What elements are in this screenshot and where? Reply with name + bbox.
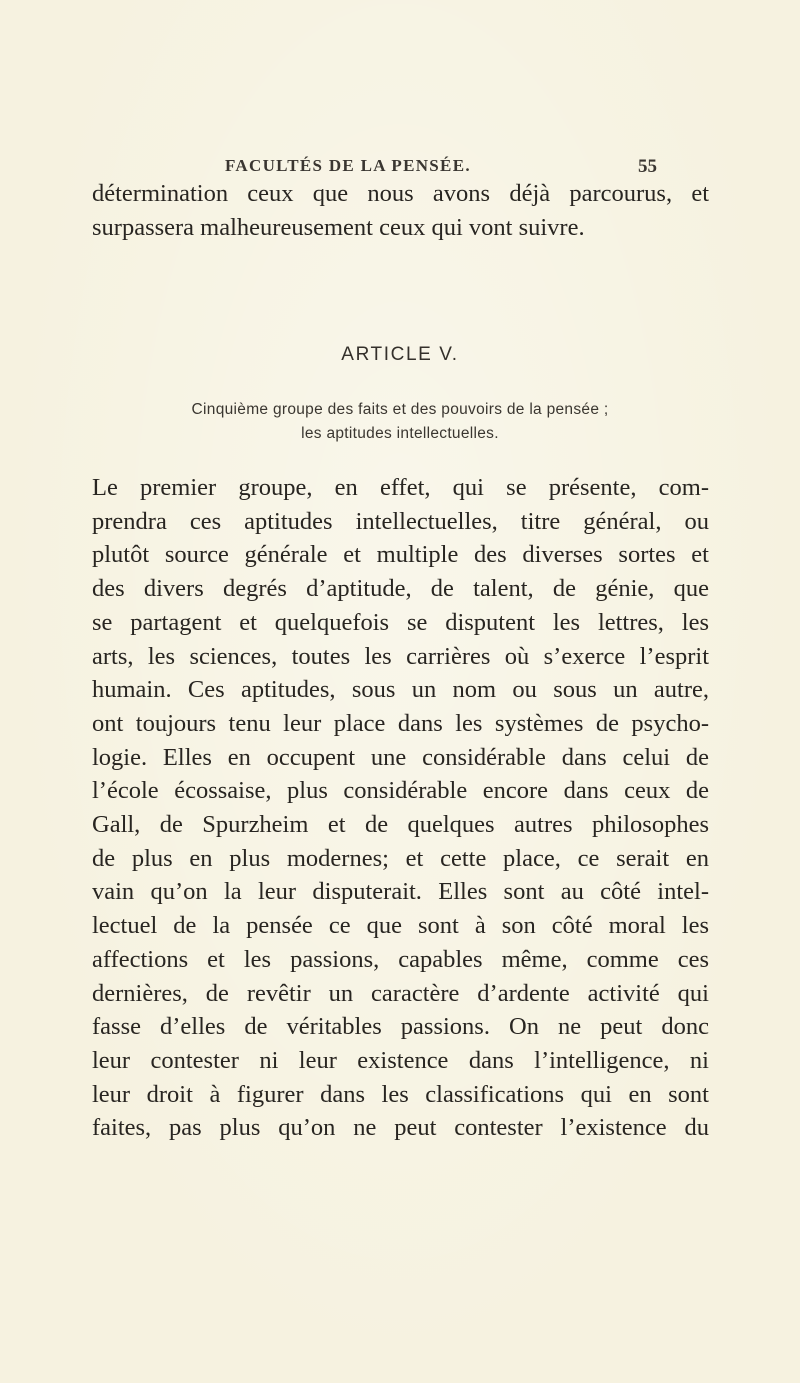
article-heading: ARTICLE V. <box>341 344 459 365</box>
text-line: prendra ces aptitudes intellectuelles, titre général, ou <box>92 507 709 535</box>
article-subtitle-line: Cinquième groupe des faits et des pouvoirs de la pensée ; <box>191 401 609 418</box>
text-line: fasse d’elles de véritables passions. On ne peut donc <box>92 1013 709 1041</box>
text-line: humain. Ces aptitudes, sous un nom ou sous un autre, <box>92 676 709 704</box>
text-line: lectuel de la pensée ce que sont à son côté moral les <box>92 912 709 940</box>
running-title: FACULTÉS DE LA PENSÉE. <box>225 156 471 175</box>
text-line: ont toujours tenu leur place dans les systèmes de psycho- <box>92 709 709 737</box>
text-line: arts, les sciences, toutes les carrières où s’exerce l’esprit <box>92 642 709 670</box>
text-line: détermination ceux que nous avons déjà parcourus, et <box>92 180 709 207</box>
text-line: Le premier groupe, en effet, qui se présente, com- <box>92 474 709 501</box>
page-number: 55 <box>638 156 657 177</box>
text-line: leur contester ni leur existence dans l’intelligence, ni <box>92 1046 709 1074</box>
text-line: affections et les passions, capables même, comme ces <box>92 945 709 973</box>
text-line: se partagent et quelquefois se disputent les lettres, les <box>92 608 709 636</box>
article-subtitle-line: les aptitudes intellectuelles. <box>301 425 499 442</box>
body-paragraph <box>92 471 709 1145</box>
text-line: leur droit à figurer dans les classifications qui en sont <box>92 1080 709 1108</box>
opening-paragraph <box>92 177 709 244</box>
text-line: des divers degrés d’aptitude, de talent, de génie, que <box>92 575 709 603</box>
text-line: dernières, de revêtir un caractère d’ardente activité qui <box>92 979 709 1007</box>
text-line: de plus en plus modernes; et cette place, ce serait en <box>92 844 709 872</box>
text-line: Gall, de Spurzheim et de quelques autres philosophes <box>92 811 709 839</box>
text-line: l’école écossaise, plus considérable encore dans ceux de <box>92 777 709 805</box>
text-line: logie. Elles en occupent une considérable dans celui de <box>92 743 709 771</box>
text-line: vain qu’on la leur disputerait. Elles sont au côté intel- <box>92 878 709 906</box>
text-line: faites, pas plus qu’on ne peut contester l’existence du <box>92 1114 709 1142</box>
text-line: surpassera malheureusement ceux qui vont suivre. <box>92 213 585 241</box>
text-line: plutôt source générale et multiple des diverses sortes et <box>92 541 709 569</box>
